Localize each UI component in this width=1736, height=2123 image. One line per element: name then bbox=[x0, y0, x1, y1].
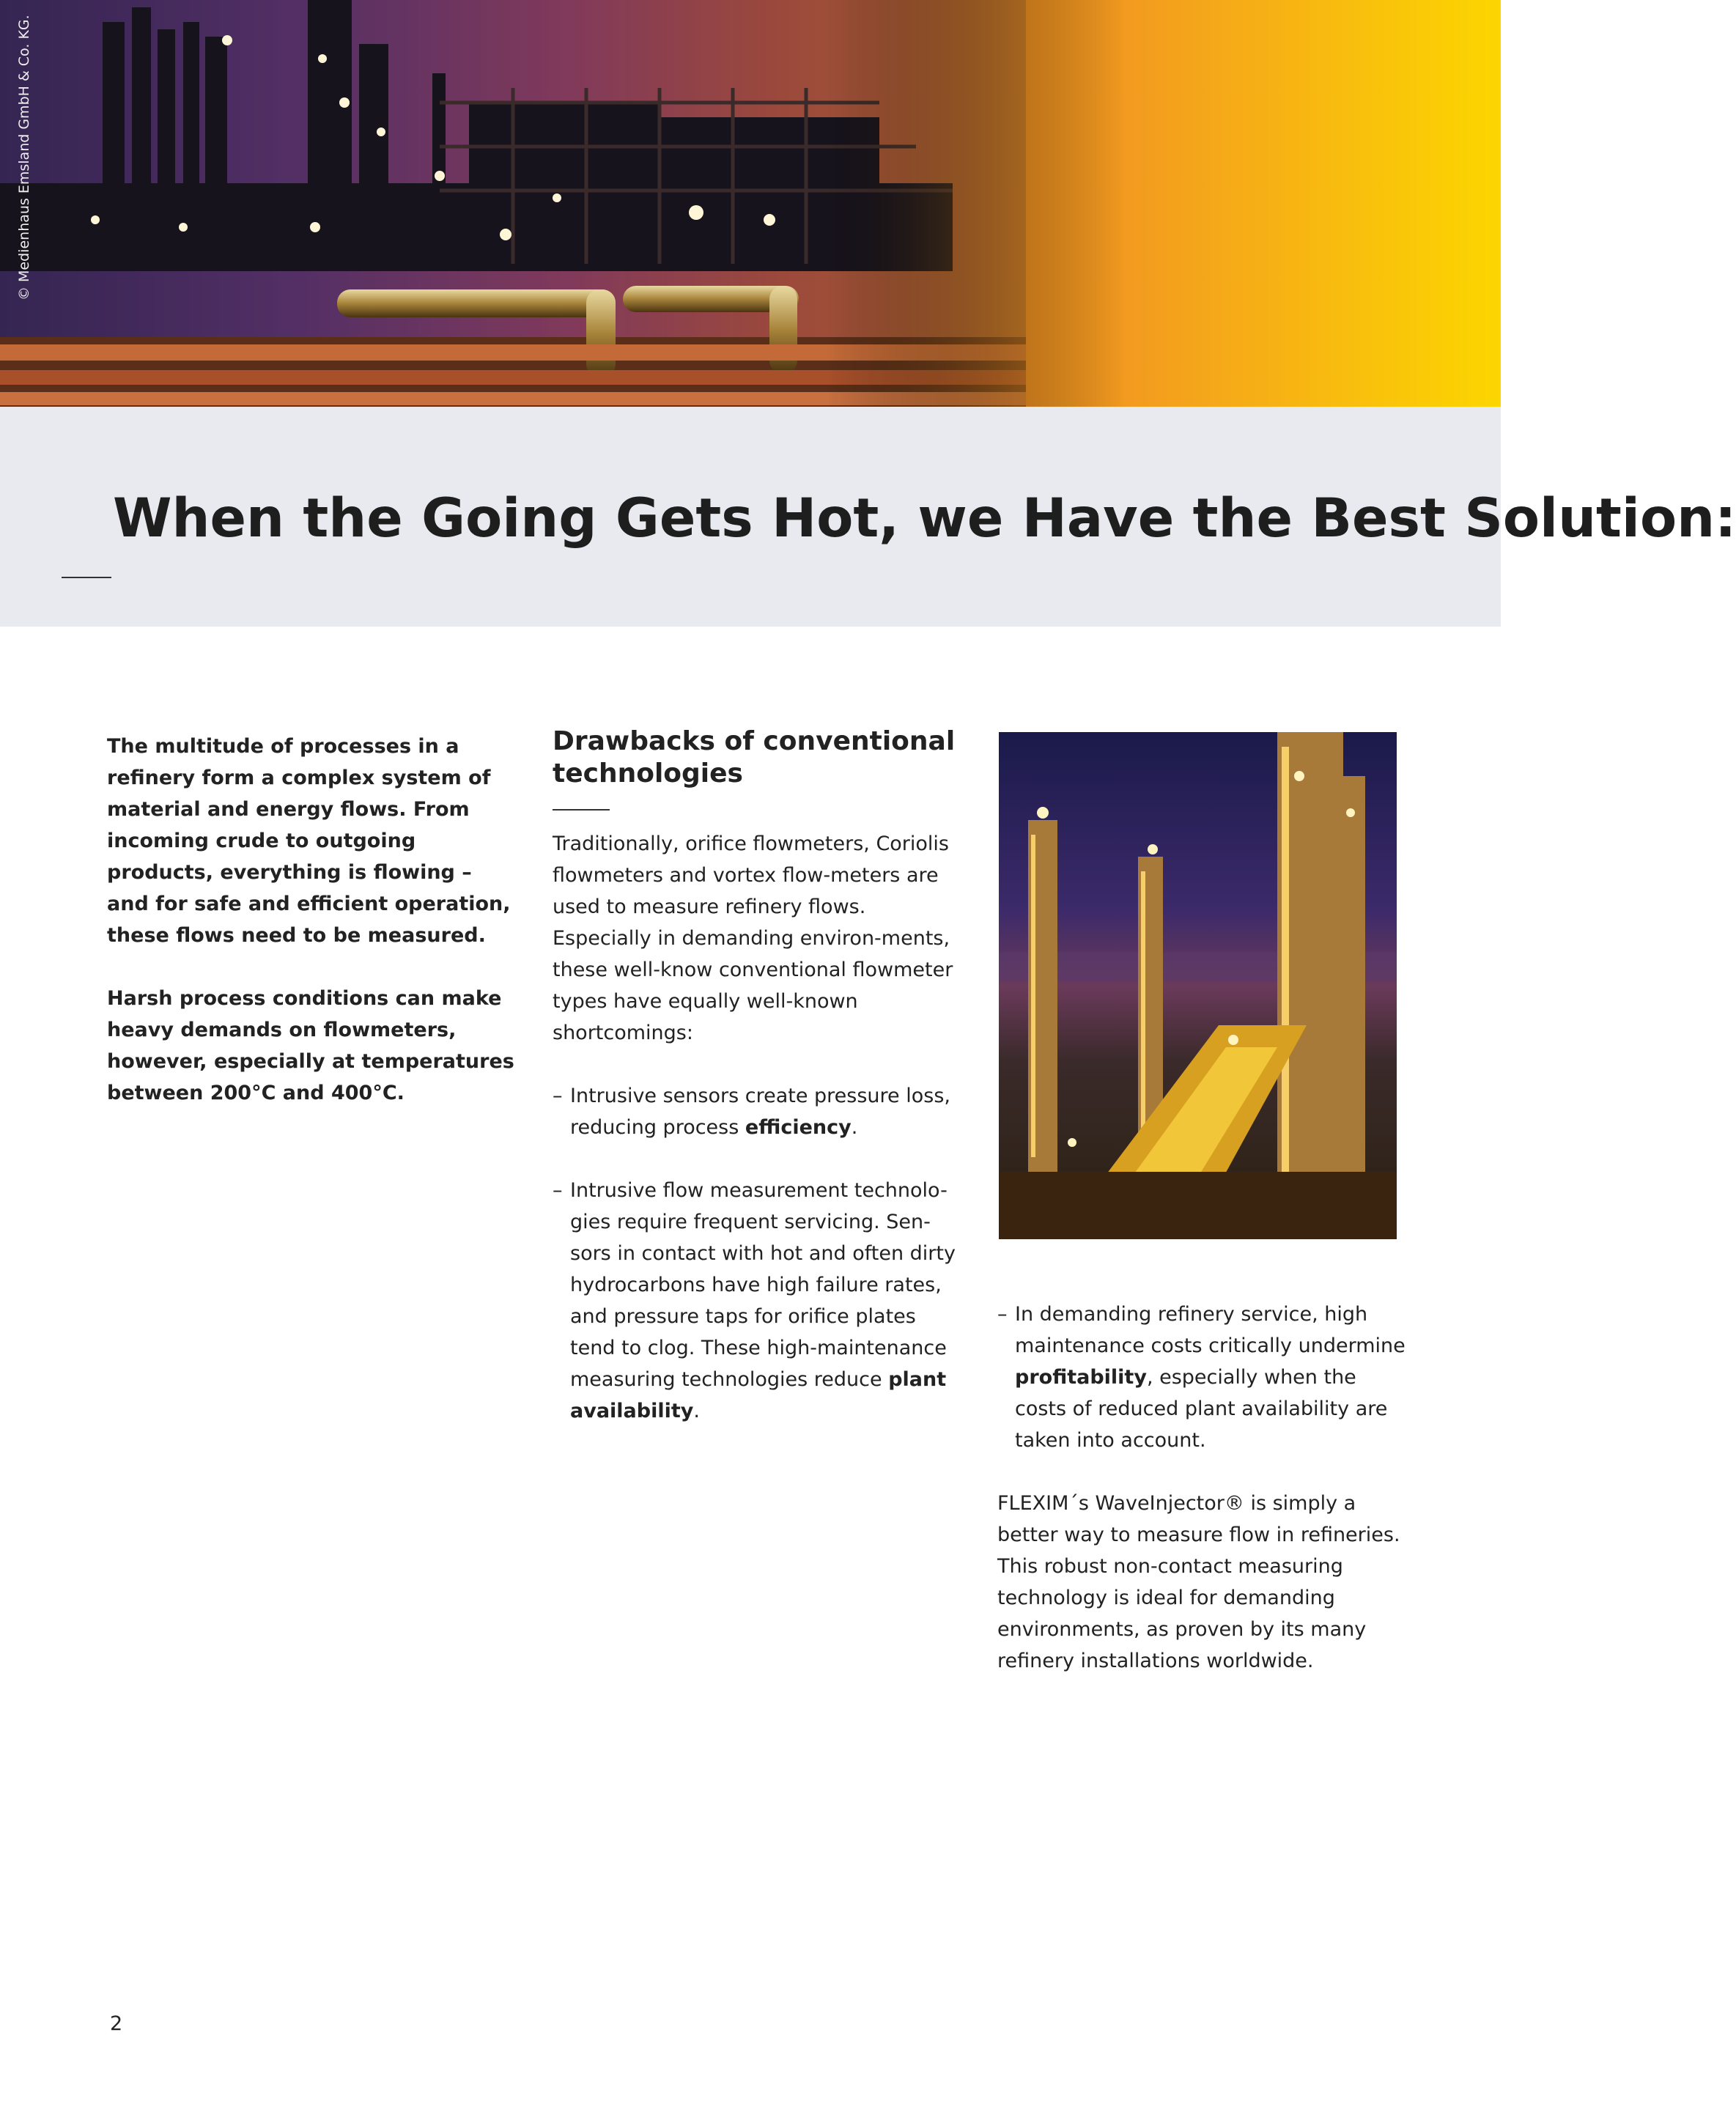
page-title: When the Going Gets Hot, we Have the Best Solution: bbox=[113, 487, 1736, 550]
intro-paragraph-1: The multitude of processes in a refinery form a complex system of material and energy flows. From incoming crude to outgoing products, everything is flowing – and for safe and efficient operation, these flows need to be measured. bbox=[107, 735, 511, 947]
heading-rule bbox=[553, 809, 610, 811]
drawbacks-column bbox=[553, 725, 963, 1458]
bullet-profitability: – In demanding refinery service, high maintenance costs critically undermine profitability, especially when the costs of reduced plant availability are taken into account. bbox=[997, 1303, 1406, 1452]
bullet-availability-text: Intrusive flow measurement technolo-gies require frequent servicing. Sen-sors in contact with hot and often dirty hydrocarbons have high failure rates, and pressure taps for orifice plates tend to clog. These high-maintenance measuring technologies reduce bbox=[570, 1179, 956, 1391]
refinery-tower-photo bbox=[999, 732, 1397, 1239]
bullet-profitability-bold: profitability bbox=[1015, 1366, 1147, 1389]
bullet-availability-bold: plant availability bbox=[570, 1368, 947, 1422]
title-band bbox=[0, 407, 1736, 627]
refinery-illustration bbox=[0, 0, 1501, 407]
bullet-efficiency-text: Intrusive sensors create pressure loss, reducing process bbox=[570, 1085, 950, 1139]
closing-paragraph: FLEXIM´s WaveInjector® is simply a better way to measure flow in refineries. This robust non-contact measuring technology is ideal for demanding environments, as proven by its many refinery installations worldwide. bbox=[997, 1492, 1400, 1672]
title-rule bbox=[62, 577, 111, 578]
bullet-profitability-text: In demanding refinery service, high maintenance costs critically undermine bbox=[1015, 1303, 1406, 1357]
intro-paragraph-2: Harsh process conditions can make heavy demands on flowmeters, however, especially at temperatures between 200°C and 400°C. bbox=[107, 987, 514, 1104]
bullet-profitability-text-after: , especially when the costs of reduced plant availability are taken into account. bbox=[1015, 1366, 1388, 1452]
drawbacks-intro: Traditionally, orifice flowmeters, Coriolis flowmeters and vortex flow-meters are used to measure refinery flows. Especially in demanding environ-ments, these well-know conventional flowmeter types have equally well-known shortcomings: bbox=[553, 832, 953, 1044]
photo-credit: © Medienhaus Emsland GmbH & Co. KG. bbox=[16, 15, 32, 300]
drawbacks-heading: Drawbacks of conventional technologies bbox=[553, 726, 956, 789]
header-banner-photo bbox=[0, 0, 1501, 407]
page-number: 2 bbox=[110, 2012, 123, 2035]
intro-column bbox=[107, 731, 517, 1140]
refinery-tower-illustration bbox=[999, 732, 1397, 1239]
solution-column bbox=[997, 1299, 1408, 1708]
bullet-efficiency-bold: efficiency bbox=[745, 1116, 852, 1139]
bullet-efficiency: – Intrusive sensors create pressure loss, reducing process efficiency. bbox=[553, 1085, 950, 1139]
bullet-availability: – Intrusive flow measurement technolo-gies require frequent servicing. Sen-sors in contact with hot and often dirty hydrocarbons have high failure rates, and pressure taps for orifice plates tend to clog. These high-maintenance measuring technologies reduce plant availability. bbox=[553, 1179, 956, 1422]
